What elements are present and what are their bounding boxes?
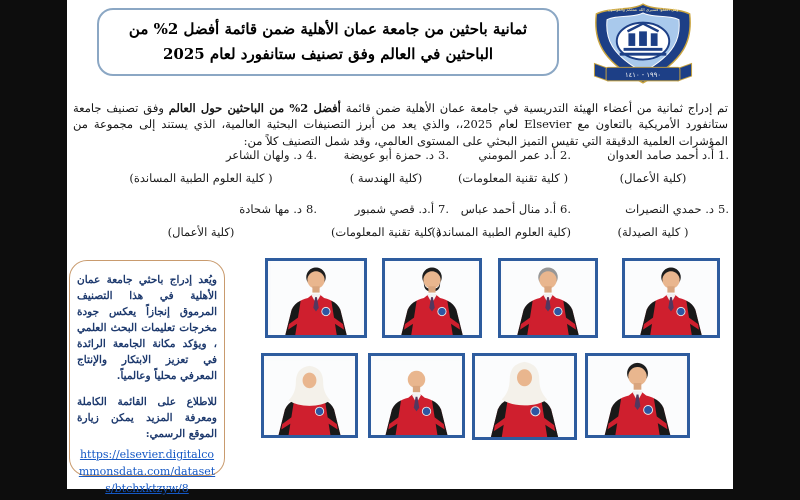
info-cta: للاطلاع على القائمة الكاملة ومعرفة المزيد يمكن زيارة الموقع الرسمي: <box>77 396 217 440</box>
title-line-2: الباحثين في العالم وفق تصنيف ستانفورد لعام 2025 <box>162 45 494 63</box>
document-page <box>67 0 733 495</box>
researcher-photo-3 <box>498 258 598 338</box>
researcher-entry-4 <box>85 148 317 185</box>
researcher-number: 8. <box>306 202 317 216</box>
intro-part1: تم إدراج ثمانية من أعضاء الهيئة التدريسية في جامعة عمان الأهلية ضمن قائمة <box>340 100 728 115</box>
person-portrait-icon <box>475 356 574 437</box>
researcher-name: د. حمدي النصيرات <box>625 202 715 216</box>
researcher-number: 3. <box>438 148 449 162</box>
researcher-name: أ.د أحمد صامد العدوان <box>607 148 715 162</box>
researcher-affiliation: ( كلية الصيدلة) <box>617 225 689 239</box>
person-portrait-icon <box>588 356 687 435</box>
university-logo <box>575 2 711 86</box>
researcher-affiliation: ( كلية تقنية المعلومات) <box>457 171 569 185</box>
university-shield-icon <box>575 2 711 86</box>
researcher-name: أ.د عمر المومني <box>478 148 557 162</box>
elsevier-dataset-link[interactable]: https://elsevier.digitalcommonsdata.com/datasets/btchxktzyw/8 <box>78 448 216 495</box>
info-box <box>69 260 225 495</box>
researcher-affiliation: (كلية الهندسة ) <box>349 171 423 185</box>
researcher-number: 4. <box>306 148 317 162</box>
researcher-name: أ.د منال أحمد عباس <box>460 202 557 216</box>
researcher-entry-3 <box>323 148 449 185</box>
researcher-photo-6 <box>368 353 465 438</box>
researcher-affiliation: (كلية العلوم الطبية المساندة) <box>431 225 571 239</box>
researcher-entry-7 <box>323 202 449 239</box>
researcher-entry-5 <box>577 202 729 239</box>
researcher-name: أ.د. قصي شمبور <box>354 202 435 216</box>
researcher-photo-8 <box>585 353 690 438</box>
logo-motto-text: وقل اعملوا فسيرى الله عملكم والمؤمنون <box>607 6 679 12</box>
researcher-number: 1. <box>718 148 729 162</box>
researcher-number: 6. <box>560 202 571 216</box>
researcher-affiliation: ( كلية العلوم الطبية المساندة) <box>129 171 273 185</box>
researcher-entry-8 <box>85 202 317 239</box>
logo-years-text: ١٩٩٠ - ١٤١٠ <box>625 71 661 80</box>
researcher-name: د. ولهان الشاعر <box>225 148 303 162</box>
researcher-photo-2 <box>382 258 482 338</box>
researcher-photo-5 <box>261 353 358 438</box>
researcher-affiliation: (كلية الأعمال) <box>167 225 235 239</box>
person-portrait-icon <box>268 261 364 335</box>
researchers-row-2 <box>85 202 729 239</box>
researcher-entry-6 <box>431 202 571 239</box>
researcher-photo-1 <box>265 258 367 338</box>
researcher-photo-7 <box>472 353 577 440</box>
researcher-affiliation: (كلية الأعمال) <box>619 171 687 185</box>
person-portrait-icon <box>264 356 355 435</box>
info-paragraph: ويُعد إدراج باحثي جامعة عمان الأهلية في هذا التصنيف المرموق إنجازاً يعكس جودة مخرجات تعليمات البحث العلمي ، ويؤكد مكانة الجامعة الرائدة في تعزيز الابتكار والإنتاج المعرفي محلياً وعالمياً. <box>77 274 217 382</box>
researcher-photo-4 <box>622 258 720 338</box>
researcher-number: 2. <box>560 148 571 162</box>
researcher-number: 5. <box>718 202 729 216</box>
researchers-row-1 <box>85 148 729 185</box>
person-portrait-icon <box>625 261 717 335</box>
intro-bold-top2percent: أفضل 2% من الباحثين حول العالم <box>168 100 341 115</box>
researcher-affiliation: ( كلية تقنية المعلومات) <box>330 225 442 239</box>
person-portrait-icon <box>385 261 479 335</box>
person-portrait-icon <box>501 261 595 335</box>
researcher-name: د. حمزة أبو عويضة <box>343 148 435 162</box>
researcher-entry-2 <box>455 148 571 185</box>
researcher-number: 7. <box>438 202 449 216</box>
researcher-entry-1 <box>577 148 729 185</box>
title-line-1: ثمانية باحثين من جامعة عمان الأهلية ضمن قائمة أفضل 2% من <box>128 20 528 38</box>
title-box <box>97 8 559 76</box>
intro-paragraph <box>73 100 728 150</box>
person-portrait-icon <box>371 356 462 435</box>
researcher-name: د. مها شحادة <box>239 202 303 216</box>
intro-part2: وفق تصنيف جامعة ستانفورد الأمريكية بالتعاون مع Elsevier لعام 2025،، والذي يعد من أبرز التصنيفات البحثية العالمية، الذي يستند إلى مجموعة من المؤشرات العلمية الدقيقة التي تقيس التميز البحثي على المستوى العالمي، وقد شمل التصنيف كلاً من: <box>73 100 729 148</box>
